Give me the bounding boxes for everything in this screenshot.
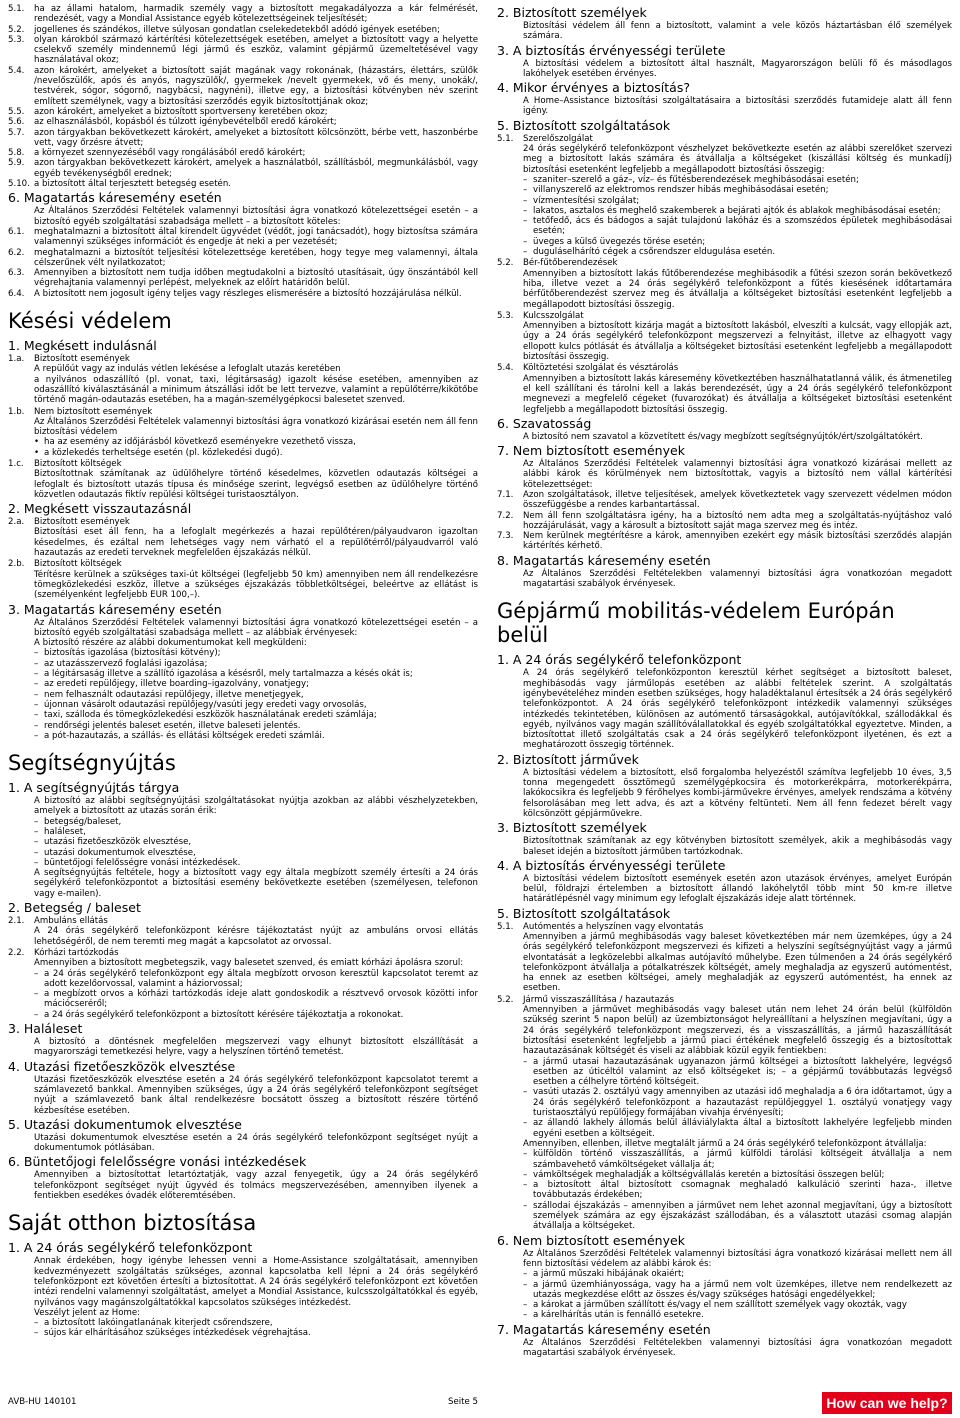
item-number: 5.9. (8, 158, 25, 169)
bullet-marker: – (523, 1279, 528, 1290)
bullet-marker: – (523, 236, 528, 247)
list-item-text: ha az esemény az időjárásból következő eseményekre vezethető vissza, (44, 437, 356, 448)
list-item-text: szaniter–szerelő a gáz–, víz– és fűtésberendezések meghibásodásai esetén; (533, 174, 859, 185)
list-item-text: betegség/baleset, (44, 816, 122, 827)
list-item (497, 237, 952, 247)
bullet-marker: – (34, 827, 39, 837)
section-heading: 3. A biztosítás érvényességi területe (497, 42, 726, 58)
paragraph: Veszélyt jelent az Home: (34, 1307, 141, 1318)
item-number: 5.1. (497, 921, 514, 932)
paragraph: Utazási dokumentumok elvesztése esetén a 24 órás segélykérő telefonközpont segítséget nyújt a dokumentumok pótlásában. (34, 1132, 478, 1154)
numbered-item (8, 227, 478, 248)
list-item (8, 448, 478, 458)
list-item-text: a közlekedés terheltsége esetén (pl. közlekedési dugó). (44, 447, 283, 458)
subheading (497, 311, 952, 321)
list-item (8, 817, 478, 827)
list-item-text: vízmentesítési szolgálat; (533, 195, 640, 206)
paragraph: Az Általános Szerződési Feltételek valamennyi biztosítási ágra vonatkozó kizárásai mellett az alábbi károk és körülmények nem biztosítottak, vagyis a biztosító nem vállal kártérítési kötelezettséget: (523, 459, 952, 490)
document-code: AVB-HU 140101 (8, 1397, 77, 1407)
list-item (497, 175, 952, 185)
paragraph: Biztosítási védelem áll fenn a biztosított, valamint a vele közös háztartásban élő személyek számára. (523, 21, 952, 42)
list-item (497, 206, 952, 216)
bullet-marker: – (34, 720, 39, 731)
item-number: 5.7. (8, 127, 25, 138)
item-text: Biztosított költségek (34, 458, 122, 469)
list-item-text: a jármű üzemhiányossága, vagy ha a jármű nem volt üzemképes, illetve nem rendelkezett az utazás megkezdése előtt az összes és/vagy szükséges hatósági engedélyekkel; (533, 1279, 952, 1300)
section-heading: 5. Biztosított szolgáltatások (497, 117, 671, 133)
list-item (497, 1170, 952, 1180)
section-heading: 6. Nem biztosított események (497, 1232, 685, 1248)
subheading (497, 134, 952, 144)
bullet-marker: – (523, 195, 528, 206)
subheading (8, 517, 478, 527)
list-item-text: tetőfedő, ács és bádogos a saját tulajdonú lakóház és a szomszédos épületek meghibásodásai esetén; (533, 216, 952, 237)
list-item (497, 196, 952, 206)
item-number: 6.4. (8, 288, 25, 299)
item-text: Szerelőszolgálat (523, 133, 593, 144)
paragraph: A biztosító a döntésnek megfelelően megszervezi vagy elhunyt biztosított elszállítását a magyarországi temetkezési helyre, vagy a helyszínen történő temetést. (34, 1037, 478, 1058)
list-item-text: taxi, szálloda és tömegközlekedési eszközök használatának eredeti számlája; (44, 710, 377, 721)
item-number: 5.2. (8, 24, 25, 35)
paragraph: Biztosítási eset áll fenn, ha a lefoglalt megérkezés a hazai repülőtéren/pályaudvaron igazoltan késedelmes, és ezáltal nem lehetséges vagy nem várható el a repülőtérről/pályaudvarról való hazautazás az eredeti terveknek megfelelően éjszakázás nélkül. (34, 527, 478, 559)
paragraph: Amennyiben a biztosított kizárja magát a biztosított lakásból, elveszíti a kulcsát, vagy ellopják azt, úgy a 24 órás segélykérő telefonközpont megszervezi a felnyitást, illetve az elhagyott vagy ellopott kulcs pótlását és átvállalja a költségeket biztosítási esetenként legfeljebb a megállapodott biztosítási összegig. (523, 321, 952, 363)
item-text: A biztosított nem jogosult igény teljes vagy részleges elismerésére a biztosító hozzájárulása nélkül. (34, 288, 462, 299)
list-item-text: a kárelhárítás után is fennálló esetekre. (533, 1310, 704, 1321)
item-text: azon tárgyakban bekövetkezett károkért, amelyeket a biztosított kölcsönzött, bérbe vett, haszonbérbe vett, vagy őrzésre átvett; (34, 127, 478, 148)
paragraph: Amennyiben a biztosított lakás káresemény következtében használhatatlanná válik, és átmenetileg el kell szállítani és tárolni kell a lakás berendezését, úgy a 24 órás segélykérő telefonközpont megnevezi a megfelelő cégeket (fuvarozókat) és átvállalja a költségeket biztosítási esetenként legfeljebb a megállapodott biztosítási összegig. (523, 373, 952, 415)
item-number: 6.3. (8, 268, 25, 279)
list-item (8, 731, 478, 741)
section-heading: 1. A segítségnyújtás tárgya (8, 780, 180, 796)
bullet-marker: – (34, 857, 39, 868)
list-item (497, 1180, 952, 1201)
list-item (8, 437, 478, 447)
numbered-item (8, 248, 478, 269)
list-item-text: vámköltségek meghaladják a költségvállalás keretén a biztosítási összegen belül; (533, 1169, 885, 1180)
section-heading: 2. Biztosított személyek (497, 5, 647, 20)
subheading (497, 922, 952, 932)
list-item-text: utazási fizetőeszközök elvesztése, (44, 837, 192, 848)
list-item-text: villanyszerelő az elektromos rendszer hibás meghibásodásai esetén; (533, 185, 829, 196)
item-text: meghatalmazni a biztosított által kirendelt ügyvédet (védőt, jogi tanácsadót), hogy biztosítsa számára valamennyi szükséges információt és engedje át neki a per vezetését; (34, 226, 478, 248)
paragraph: a nyilvános odaszállító (pl. vonat, taxi, légitársaság) igazolt késése esetében, amennyiben az odaszállító kiválasztásánál a minimum átszállási időt be lett tervezve, valamint a repülőtérre/kikötőbe történő magán-odautazás esetében, ha a magán-személygépkocsi balesetet szenved. (34, 374, 478, 406)
paragraph: Az Általános Szerződési Feltételek valamennyi biztosítási ágra vonatkozó kizárásai esetén nem áll fenn biztosítási védelem (34, 416, 478, 438)
paragraph: A repülőút vagy az indulás vétlen lekésése a lefoglalt utazás keretében (34, 364, 341, 375)
item-number: 5.4. (8, 65, 25, 76)
section-heading: 2. Biztosított járművek (497, 751, 639, 767)
subheading (497, 258, 952, 268)
bullet-marker: – (523, 205, 528, 216)
numbered-item (8, 158, 478, 179)
list-item (8, 721, 478, 731)
list-item-text: a megbízott orvos a kórházi tartózkodás ideje alatt gondoskodik a résztvevő orvosok közötti infor mációcseréről; (44, 989, 478, 1010)
list-item (8, 659, 478, 669)
item-text: Amennyiben a biztosított nem tudja időben megtudakolni a biztosító utasításait, úgy önszántából kell végrehajtania valamennyi perlépést, melyeknek az előírt határidőn belül. (34, 268, 478, 289)
item-number: 5.2. (497, 994, 514, 1005)
paragraph: A 24 órás segélykérő telefonközponton keresztül kérhet segítséget a biztosított baleset, meghibásodás vagy járműlopás esetében az alábbi feltételek szerint. A szolgáltatás igénybevételéhez minden esetben szükséges, hogy haladéktalanul értesítsék a 24 órás segélykérő telefonközpontot. A 24 órás segélykérő telefonközpont intézkedik valamennyi szükséges intézkedés tekintetében, különösen az autómentő társaságokkal, autójavítókkal, szállodákkal és egyéb, nyilvános vagy magán szállítóválallatokkal és egyéb szolgáltatókkal egyeztetve. Minden, a biztosítottat illető szolgáltatás csak a 24 órás segélykérő telefonközpont ilyeténen, és ezt a meghatározott összegig történnek. (523, 668, 952, 751)
item-text: az elhasználásból, kopásból és túlzott igénybevételből eredő károkért; (34, 117, 337, 128)
paragraph: A biztosítási védelem biztosított események esetén azon utazások érvényes, amelyet Európán belül, földrajzi értelemben a biztosított állandó lakóhelytől több mint 50 km-re illetve határátlépésnél vagy minimum egy lefoglalt éjszakázás ideje alatt történnek. (523, 873, 952, 905)
item-text: azon károkért, amelyeket a biztosított sportverseny keretében okoz; (34, 106, 328, 117)
list-item-text: sújos kár elhárításához szükséges intézkedések végrehajtása. (44, 1328, 311, 1339)
list-item-text: rendőrségi jelentés baleset esetén, illetve baleseti jelentés. (44, 720, 301, 731)
numbered-item (8, 66, 478, 107)
section-heading: 2. Betegség / baleset (8, 900, 141, 916)
bullet-marker: – (34, 989, 39, 1000)
paragraph: Amennyiben a járművet meghibásodás vagy baleset után nem lehet 24 órán belül (külföldön szükség szerint 5 napon belül) az üzembiztonságot helyreállítani a helyszínen megjavítani, úgy a 24 órás segélykérő telefonközpont megszervezi, és a visszaszállítás, a jármű hazaszállítását biztosítási esetenként legfeljebb a jármű piaci értékének megfelelő összegig és a biztosítottak hazautazásának költségét és viseli az alábbiak közül egyik fentiekben: (523, 1005, 952, 1057)
section-heading: 6. Magatartás káresemény esetén (8, 190, 222, 206)
paragraph: Biztosítottnak számítanak az üdülőhelyre történő késedelmes, közvetlen odautazás költségei a lefoglalt és biztosított utazás típusa és minősége szerint, legvégső esetben az üdülőhelyre történő közvetlen odautazás fiktív repülési költségei turistaosztályon. (34, 469, 478, 500)
numbered-item (8, 117, 478, 127)
paragraph: Utazási fizetőeszközök elvesztése esetén a 24 órás segélykérő telefonközpont kapcsolatot teremt a számlavezető bankkal. Amennyiben szükséges, úgy a 24 órás segélykérő telefonközpont segítséget nyújt a számlavezető bank által rendelkezésre bocsátott összeg a biztosított részére történő kézbesítése esetében. (34, 1074, 478, 1116)
bullet-marker: – (523, 1180, 528, 1191)
bullet-marker: – (34, 1009, 39, 1020)
item-number: 2.a. (8, 517, 25, 528)
paragraph: Az Általános Szerződési Feltételek valamennyi biztosítási ágra vonatkozó kötelezettségei esetén – a biztosító egyéb szolgáltatási szabadsága mellett – a biztosított köteles: (34, 206, 478, 227)
paragraph: Amennyiben, ellenben, illetve megtalált jármű a 24 órás segélykérő telefonközpont átvállalja: (523, 1138, 927, 1149)
bullet-marker: – (34, 699, 39, 710)
list-item (497, 1118, 952, 1139)
bullet-marker: – (34, 847, 39, 858)
item-text: Biztosított események (34, 517, 130, 528)
section-heading: 3. Biztosított személyek (497, 820, 647, 836)
item-number: 5.10. (8, 179, 30, 190)
section-heading: 3. Magatartás káresemény esetén (8, 601, 222, 617)
list-item-text: duguláselhárító cégek a csőrendszer eldugulása esetén. (533, 247, 776, 258)
bullet-marker: – (34, 730, 39, 741)
list-item (497, 1269, 952, 1279)
item-text: a környezet szennyezéséből vagy rongálásából eredő károkért; (34, 148, 306, 159)
list-item (8, 837, 478, 847)
numbered-item (8, 25, 478, 35)
subheading (497, 363, 952, 373)
list-item (497, 1149, 952, 1170)
list-item (8, 669, 478, 679)
list-item (8, 710, 478, 720)
item-number: 7.3. (497, 531, 514, 542)
list-item (8, 1010, 478, 1020)
paragraph: Az Általános Szerződési Feltételekben valamennyi biztosítási ágra vonatkozóan megadott magatartási szabályok érvényesek. (523, 568, 952, 590)
numbered-item (8, 289, 478, 299)
section-heading: 2. Megkésett visszautazásnál (8, 501, 192, 517)
list-item-text: külföldön történő visszaszállítás, a jármű külföldi tárolási költségeit átvállalja a nem számbavehető vámköltségeket vállalja át; (533, 1149, 952, 1170)
item-number: 1.a. (8, 354, 25, 365)
paragraph: Amennyiben a biztosított lakás fűtőberendezése meghibásodik a fűtési szezon során bekövetkező hiba, illetve vezet a 24 órás segélykérő telefonközpont a fűtés kiesésének időtartamára bérfűtőberendezést szervez meg és átvállalja a költségeket biztosítási esetenként legfeljebb a megállapodott biztosítási összegig. (523, 268, 952, 310)
item-number: 5.3. (8, 34, 25, 45)
item-text: Ambuláns ellátás (34, 916, 108, 927)
paragraph: Az Általános Szerződési Feltételek valamennyi biztosítási ágra vonatkozó kötelezettségei esetén – a biztosító egyéb szolgáltatási szabadsága mellett – az alábbiak érvényesek: (34, 617, 478, 638)
paragraph: Térítésre kerülnek a szükséges taxi-út költségei (legfeljebb 50 km) amennyiben nem áll rendelkezésre tömegközlekedési eszköz, illetve a szükséges éjszakázás többletköltségei, beleértve az ellátást is (személyenként legfeljebb EUR 100,–). (34, 569, 478, 601)
section-heading: 7. Nem biztosított események (497, 443, 685, 459)
bullet-marker: – (523, 174, 528, 185)
list-item (8, 700, 478, 710)
section-heading: 4. A biztosítás érvényességi területe (497, 857, 726, 873)
paragraph: A biztosító nem szavatol a közvetített és/vagy megbízott segítségnyújtók/ért/szolgáltatókért. (523, 431, 923, 442)
item-text: meghatalmazni a biztosítót teljesítési kötelezettsége keretében, hogy tegye meg valamennyi, általa célszerűnek vélt nyilatkozatot; (34, 247, 478, 268)
section-title: Saját otthon biztosítása (8, 1211, 257, 1236)
section-title: Gépjármű mobilitás-védelem Európán belül (497, 599, 895, 648)
item-text: Biztosított események (34, 354, 130, 365)
list-item (8, 1328, 478, 1338)
paragraph: Amennyiben a biztosított megbetegszik, vagy balesetet szenved, és emiatt kórházi ápolásra szorul: (34, 958, 464, 969)
paragraph: A biztosítási védelem a biztosított, első forgalomba helyezéstől számítva legfeljebb 10 éves, 3,5 tonna megengedett össztömegű személygépkocsira és motorkerékpárra, motorkerékpárra, lakókocsikra és legfeljebb 9 férőhelyes kombi-járművekre érvényes, amelyek rendszáma a kötvény felsorolásában meg lett adva, és azt a kötvény feltünteti. Nem áll fenn fedezet bérelt vagy kölcsönzött gépjárművekre. (523, 767, 952, 819)
list-item-text: a jármű műszaki hibájának okaiért; (533, 1269, 685, 1280)
paragraph: Annak érdekében, hogy igénybe lehessen venni a Home-Assistance szolgáltatásait, amennyiben kedvezményezett szolgáltatás szükséges, azonnal kapcsolatba kell lépni a 24 órás segélykérő telefonközpont ezt követően értesíti a biztosítottat. A 24 órás segélykérő telefonközpont ezt követően intézi rendelni valamennyi szolgáltatást, amelyet a Mondial Assistance, kulcsszolgáltatókkal és egyéb, nyilvános vagy magánszolgáltatókkal kapcsolatos szükséges intézkedést. (34, 1256, 478, 1308)
list-item-text: üveges a külső üvegezés törése esetén; (533, 236, 706, 247)
numbered-item (8, 179, 478, 189)
section-heading: 1. A 24 órás segélykérő telefonközpont (8, 1240, 253, 1256)
paragraph: A segítségnyújtás feltétele, hogy a biztosított vagy egy általa megbízott személy értesíti a 24 órás segélykérő telefonközpontot a biztosítási esemény bekövetkezte esetében (személyesen, telefonon vagy e-mailen). (34, 868, 478, 899)
paragraph: Az Általános Szerződési Feltételekben valamennyi biztosítási ágra vonatkozóan megadott magatartási szabályok érvényesek. (523, 1337, 952, 1358)
list-item (497, 247, 952, 257)
list-item-text: a károkat a járműben szállított és/vagy el nem szállított személyek vagy okozták, vagy (533, 1300, 907, 1311)
numbered-item (497, 531, 952, 552)
section-heading: 7. Magatartás káresemény esetén (497, 1321, 711, 1337)
right-column (497, 4, 952, 1358)
item-number: 1.c. (8, 458, 24, 469)
paragraph: A biztosító részére az alábbi dokumentumokat kell megküldeni: (34, 638, 307, 649)
bullet-marker: – (34, 689, 39, 700)
left-column (8, 4, 478, 1339)
bullet-marker: – (34, 710, 39, 721)
list-item-text: haláleset, (44, 827, 86, 837)
bullet-marker: – (34, 1318, 39, 1329)
item-text: Nem biztosított események (34, 406, 153, 417)
item-text: Költöztetési szolgálat és vésztárolás (523, 363, 679, 374)
list-item (497, 216, 952, 237)
numbered-item (497, 490, 952, 511)
bullet-marker: – (523, 185, 528, 196)
subheading (8, 948, 478, 958)
item-number: 2.1. (8, 916, 25, 927)
list-item-text: nem felhasznált odautazási repülőjegy, illetve menetjegyek, (44, 689, 304, 700)
list-item (497, 1280, 952, 1301)
section-title: Segítségnyújtás (8, 751, 176, 776)
item-number: 6.2. (8, 247, 25, 258)
list-item-text: büntetőjogi felelősségre vonási intézkedések. (44, 857, 241, 868)
item-number: 5.6. (8, 117, 25, 128)
bullet-marker: – (523, 1310, 528, 1321)
list-item (497, 1300, 952, 1310)
section-heading: 8. Magatartás káresemény esetén (497, 552, 711, 568)
page-number: Seite 5 (448, 1397, 478, 1407)
bullet-marker: – (523, 1269, 528, 1280)
item-number: 7.2. (497, 510, 514, 521)
item-text: Nem kerülnek megtérítésre a károk, amennyiben ezekért egy másik biztosítási szerződés alapján kártérítés kérhető. (523, 531, 952, 552)
item-text: Kórházi tartózkodás (34, 947, 119, 958)
item-text: azon károkért, amelyeket a biztosított saját magának vagy rokonának, (házastárs, élettárs, szülők /nevelőszülők, após és anyós, nagyszülők/, gyermekek /nevelt gyermekek, vő és meny, unokák/, testvérek, sógor, sógornő, nagybácsi, nagynéni), illetve egy, a biztosítási kötvényben név szerint említett személynek, vagy a biztosítási szerződés egyik biztosítottjának okoz; (34, 65, 478, 107)
list-item-text: vasúti utazás 2. osztályú vagy amennyiben az utazási idő meghaladja a 6 óra időtartamot, úgy a 24 órás segélykérő telefonközpont a hazautazást repülőjeggyel 1. osztályú vonatjegy vagy turistaosztályú repülőjegy formájában vivahja érvényesíti; (533, 1087, 952, 1119)
item-text: Azon szolgáltatások, illetve teljesítések, amelyek következtetek vagy szervezett védelmen módon összefüggésbe a rendes karbantartással. (523, 489, 952, 511)
list-item-text: a jármű utasai hazautazásának ugyanazon jármű költségei a biztosított lakhelyére, legvégső esetben az úticéltól valamint az első költségeket is; – a gépjármű továbbutazás legvégső esetben a célhelyre történő költségeit. (533, 1056, 952, 1088)
subheading (8, 459, 478, 469)
bullet-marker: – (523, 1149, 528, 1160)
bullet-marker: – (523, 216, 528, 227)
paragraph: A biztosító az alábbi segítségnyújtási szolgáltatásokat nyújtja azokban az alábbi vészhelyzetekben, amelyek a biztosított az utazás során érik: (34, 796, 478, 817)
list-item-text: a pót-hazautazás, a szállás- és ellátási költségek eredeti számlái. (44, 730, 325, 741)
item-text: Biztosított költségek (34, 559, 122, 570)
item-text: ha az állami hatalom, harmadik személy vagy a biztosított megakadályozza a kár felmérését, rendezését, vagy a Mondial Assistance egyéb kötelezettségeinek teljesítését; (34, 4, 478, 25)
list-item (497, 1087, 952, 1118)
item-text: azon tárgyakban bekövetkezett károkért, amelyek a használatból, szállításból, megmunkálásból, vagy egyéb tevékenységből erednek; (34, 158, 478, 179)
item-number: 5.1. (497, 133, 514, 144)
bullet-marker: – (34, 658, 39, 669)
section-heading: 4. Mikor érvényes a biztosítás? (497, 80, 690, 96)
list-item (8, 1318, 478, 1328)
section-heading: 6. Büntetőjogi felelősségre vonási intézkedések (8, 1154, 307, 1170)
item-number: 2.2. (8, 947, 25, 958)
section-heading: 5. Biztosított szolgáltatások (497, 905, 671, 921)
item-text: a biztosított által terjesztett betegség esetén. (34, 179, 232, 190)
list-item (8, 858, 478, 868)
bullet-marker: – (34, 837, 39, 848)
item-number: 2.b. (8, 559, 25, 570)
item-number: 6.1. (8, 226, 25, 237)
paragraph: Amennyiben a biztosítottat letartóztatják, vagy azzal fenyegetik, úgy a 24 órás segélykérő telefonközpont segítséget nyújt ügyvéd és tolmács megszervezésében, amennyiben ilyenek a fentiekben esedékes óvadék előteremtésében. (34, 1170, 478, 1202)
section-title: Késési védelem (8, 309, 172, 334)
list-item-text: az eredeti repülőjegy, illetve boarding–igazolvány, vonatjegy; (44, 679, 309, 690)
item-text: Nem áll fenn szolgáltatásra igény, ha a biztosító nem adta meg a szolgáltatás-nyújtáshoz való hozzájárulását, vagy a károsult a biztosított saját maga szervez meg és intéz. (523, 510, 952, 531)
paragraph: Az Általános Szerződési Feltételek valamennyi biztosítási ágra vonatkozó kizárásai mellett nem áll fenn biztosítási védelem az alábbi károk és: (523, 1248, 952, 1269)
list-item (8, 690, 478, 700)
list-item (8, 648, 478, 658)
bullet-marker: – (523, 1118, 528, 1129)
subheading (8, 916, 478, 926)
list-item-text: a légitársaság illetve a szállító igazolása a késésről, mely tartalmazza a késés okát is; (44, 669, 413, 680)
list-item-text: biztosítás igazolása (biztosítási kötvény); (44, 648, 221, 659)
list-item (8, 989, 478, 1010)
bullet-marker: – (34, 679, 39, 690)
bullet-marker: – (34, 648, 39, 659)
section-heading: 1. Megkésett indulásnál (8, 338, 157, 354)
paragraph: A Home–Assistance biztosítási szolgáltatásaira a biztosítási szerződés futamideje alatt áll fenn igény. (523, 96, 952, 117)
bullet-marker: • (34, 437, 40, 448)
paragraph: Biztosítottnak számítanak az egy kötvényben biztosított személyek, akik a meghibásodás vagy baleset idején a biztosított járműben tartózkodnak. (523, 836, 952, 857)
section-heading: 1. A 24 órás segélykérő telefonközpont (497, 652, 742, 668)
list-item-text: a 24 órás segélykérő telefonközpont a biztosított kérésére tájékoztatja a rokonokat. (44, 1009, 404, 1020)
paragraph: A biztosítási védelem a biztosított által használt, Magyarországon belüli fő és másodlagos lakóhelyek esetében érvényes. (523, 58, 952, 79)
item-number: 1.b. (8, 406, 25, 417)
list-item (497, 1057, 952, 1088)
bullet-marker: – (34, 1328, 39, 1339)
paragraph: A 24 órás segélykérő telefonközpont kérésre tájékoztatást nyújt az ambuláns orvosi ellátás lehetőségéről, de nem teremti meg magát a kapcsolatot az orvossal. (34, 926, 478, 947)
item-text: Autómentés a helyszínen vagy elvontatás (523, 921, 704, 932)
item-text: Bér-fűtőberendezések (523, 258, 618, 269)
list-item-text: újonnan vásárolt odautazási repülőjegy/vasúti jegy eredeti vagy orvosolás, (44, 699, 367, 710)
item-number: 5.1. (8, 4, 25, 14)
bullet-marker: – (34, 669, 39, 680)
item-number: 5.2. (497, 258, 514, 269)
subheading (8, 407, 478, 417)
list-item (497, 185, 952, 195)
list-item-text: a 24 órás segélykérő telefonközpont egy általa megbízott orvoson keresztül kapcsolatot teremt az adott kezelőorvossal, valamint a háziorvossal; (44, 968, 478, 989)
subheading (8, 559, 478, 569)
section-heading: 5. Utazási dokumentumok elvesztése (8, 1116, 242, 1132)
bullet-marker: – (34, 968, 39, 979)
numbered-item (497, 511, 952, 532)
list-item (497, 1310, 952, 1320)
list-item-text: az állandó lakhely állomás belül álláviálylakta által a biztosított lakhelyére legfeljebb minden egyéni esetben a költségeit. (533, 1118, 952, 1139)
subheading (8, 354, 478, 364)
section-heading: 4. Utazási fizetőeszközök elvesztése (8, 1058, 236, 1074)
bullet-marker: – (523, 1087, 528, 1098)
section-heading: 3. Haláleset (8, 1021, 83, 1037)
numbered-item (8, 4, 478, 25)
numbered-item (8, 35, 478, 66)
list-item-text: a biztosított által biztosított csomagnak meghaladó kalkuláció szerinti haza-, illetve továbbutazás érdekében; (533, 1180, 952, 1201)
item-text: jogellenes és szándékos, illetve súlyosan gondatlan cselekedetekből adódó igények esetében; (34, 24, 440, 35)
paragraph: Amennyiben a jármű meghibásodás vagy baleset következtében már nem üzemképes, úgy a 24 órás segélykérő telefonközpont megszervezi és kifizeti a helyszíni segítségnyújtást vagy a jármű elvontatását a legközelebbi alkalmas autójavító műhelybe. Ezen túlmenően a 24 órás segélykérő telefonközpont átvállalja a pótalkatrészek költségét, amely meghaladja az egyszerű autómentést, ha ennek az esetben költségei, amely meghaladják az egyszerű autómentést, ha ennek az esetben. (523, 932, 952, 994)
bullet-marker: – (523, 1200, 528, 1211)
help-banner[interactable]: How can we help? (822, 1392, 952, 1414)
list-item-text: utazási dokumentumok elvesztése, (44, 847, 196, 858)
subheading (497, 995, 952, 1005)
item-number: 5.3. (497, 310, 514, 321)
item-number: 7.1. (497, 489, 514, 500)
numbered-item (8, 107, 478, 117)
bullet-marker: – (523, 1300, 528, 1311)
list-item (8, 969, 478, 990)
item-number: 5.5. (8, 106, 25, 117)
bullet-marker: – (523, 1056, 528, 1067)
bullet-marker: • (34, 447, 40, 458)
list-item (8, 848, 478, 858)
numbered-item (8, 268, 478, 289)
bullet-marker: – (34, 816, 39, 827)
list-item (8, 679, 478, 689)
section-heading: 6. Szavatosság (497, 415, 592, 431)
item-text: olyan károkból származó kártérítési kötelezettségek esetében, amelyet a biztosított vagy a helyette cselekvő személy mindennemű légi jármű és eszköz, valamint gépjármű üzemeltetésével vagy használatával okoz; (34, 34, 478, 66)
list-item (8, 827, 478, 837)
paragraph: 24 órás segélykérő telefonközpont vészhelyzet bekövetkezte esetén az alábbi szerelőket szervezi meg a biztosított lakás számára és átvállalja a költségeket (kiszállási költség és munkadíj) biztosítási esetenként legfeljebb a megállapodott biztosítási összegig: (523, 144, 952, 175)
list-item-text: a biztosított lakóingatlanának kiterjedt csőrendszere, (44, 1318, 273, 1329)
item-number: 5.8. (8, 148, 25, 159)
item-text: Kulcsszolgálat (523, 310, 584, 321)
item-text: Jármű visszaszállítása / hazautazás (523, 994, 674, 1005)
numbered-item (8, 128, 478, 149)
numbered-item (8, 148, 478, 158)
bullet-marker: – (523, 1169, 528, 1180)
list-item (497, 1201, 952, 1232)
list-item-text: lakatos, asztalos és meghelő szakemberek a bejárati ajtók és ablakok meghibásodásai esetén; (533, 205, 941, 216)
list-item-text: szállodai éjszakázás – amennyiben a járművet nem lehet azonnal megjavítani, úgy a biztosított személyek számára az egy éjszakázást szállodában, és a választott utazási csomag alapján átvállalja a költségeket. (533, 1200, 952, 1232)
bullet-marker: – (523, 247, 528, 258)
list-item-text: az utazásszervező foglalási igazolása; (44, 658, 208, 669)
item-number: 5.4. (497, 363, 514, 374)
